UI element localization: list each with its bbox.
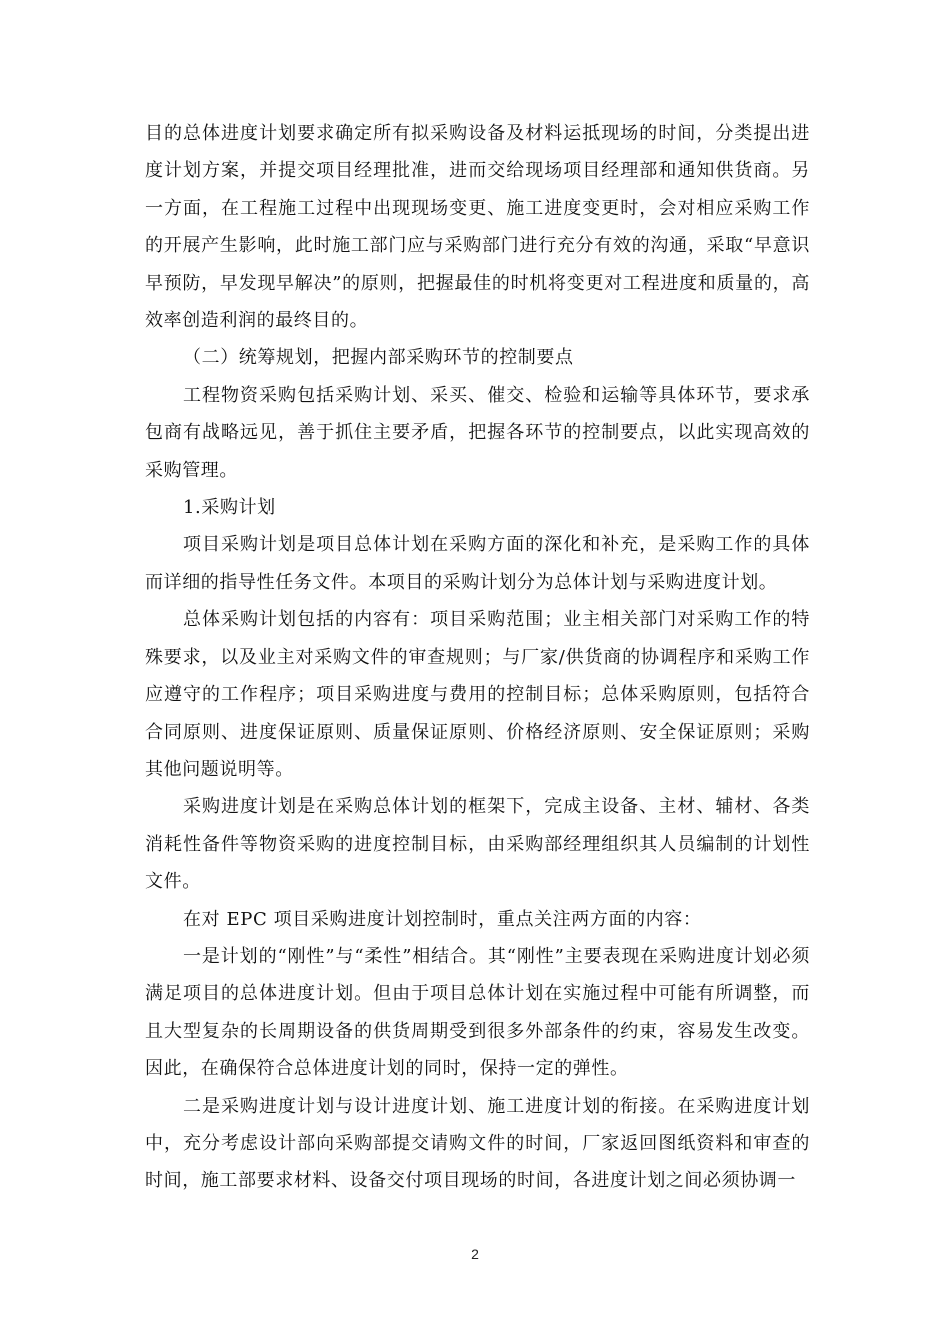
paragraph: 在对 EPC 项目采购进度计划控制时，重点关注两方面的内容： — [183, 908, 702, 930]
paragraph: 二是采购进度计划与设计进度计划、施工进度计划的衔接。在采购进度计划中，充分考虑设计部向采购部提交请购文件的时间，厂家返回图纸资料和审查的时间，施工部要求材料、设备交付项目现场的时间，各进度计划之间必须协调一 — [145, 1095, 810, 1192]
section-heading: （二）统筹规划，把握内部采购环节的控制要点 — [183, 347, 574, 369]
paragraph-continued: 目的总体进度计划要求确定所有拟采购设备及材料运抵现场的时间，分类提出进度计划方案，并提交项目经理批准，进而交给现场项目经理部和通知供货商。另一方面，在工程施工过程中出现现场变更、施工进度变更时，会对相应采购工作的开展产生影响，此时施工部门应与采购部门进行充分有效的沟通，采取“早意识早预防，早发现早解决”的原则，把握最佳的时机将变更对工程进度和质量的，高效率创造利润的最终目的。 — [145, 123, 810, 332]
paragraph: 总体采购计划包括的内容有：项目采购范围；业主相关部门对采购工作的特殊要求，以及业主对采购文件的审查规则；与厂家/供货商的协调程序和采购工作应遵守的工作程序；项目采购进度与费用的控制目标；总体采购原则，包括符合合同原则、进度保证原则、质量保证原则、价格经济原则、安全保证原则；采购其他问题说明等。 — [145, 609, 810, 780]
paragraph: 工程物资采购包括采购计划、采买、催交、检验和运输等具体环节，要求承包商有战略远见，善于抓住主要矛盾，把握各环节的控制要点，以此实现高效的采购管理。 — [145, 384, 810, 481]
paragraph: 项目采购计划是项目总体计划在采购方面的深化和补充，是采购工作的具体而详细的指导性任务文件。本项目的采购计划分为总体计划与采购进度计划。 — [145, 534, 810, 593]
paragraph: 采购进度计划是在采购总体计划的框架下，完成主设备、主材、辅材、各类消耗性备件等物资采购的进度控制目标，由采购部经理组织其人员编制的计划性文件。 — [145, 796, 810, 893]
document-body — [145, 115, 810, 1200]
subsection-heading: 1.采购计划 — [183, 497, 276, 519]
page-number: 2 — [471, 1246, 479, 1262]
paragraph: 一是计划的“刚性”与“柔性”相结合。其“刚性”主要表现在采购进度计划必须满足项目的总体进度计划。但由于项目总体计划在实施过程中可能有所调整，而且大型复杂的长周期设备的供货周期受到很多外部条件的约束，容易发生改变。因此，在确保符合总体进度计划的同时，保持一定的弹性。 — [145, 945, 810, 1080]
